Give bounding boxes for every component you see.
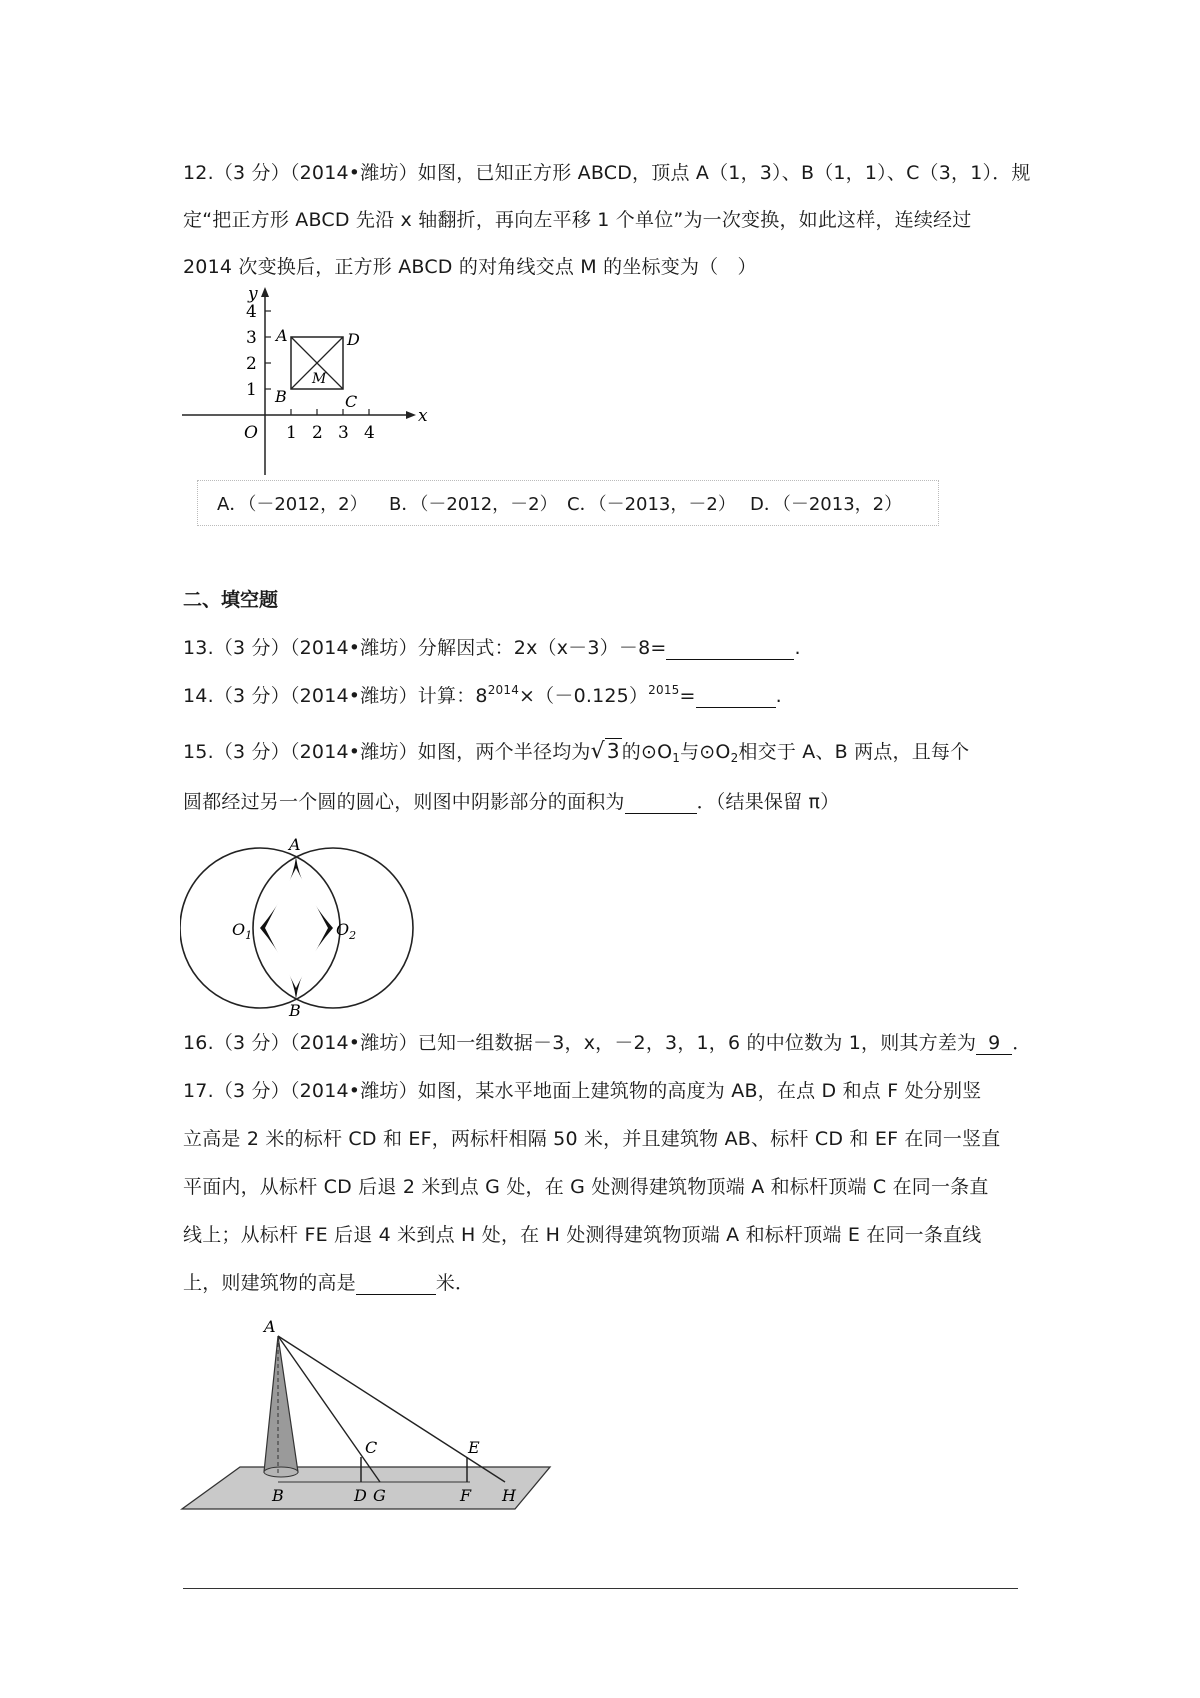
q15-pre: 15.（3 分）（2014•潍坊）如图，两个半径均为 bbox=[183, 741, 591, 763]
q14-exp-2: 2015 bbox=[648, 683, 680, 697]
q17-line-2: 立高是 2 米的标杆 CD 和 EF，两标杆相隔 50 米，并且建筑物 AB、标杆 CD 和 EF 在同一竖直 bbox=[183, 1128, 1001, 1150]
q15-line-1 bbox=[183, 737, 969, 764]
y-tick-1: 1 bbox=[246, 380, 257, 400]
option-b[interactable]: B．（－2012，－2） bbox=[389, 494, 558, 515]
q12-coordinate-figure bbox=[180, 285, 430, 480]
point-c-label: C bbox=[345, 392, 358, 411]
q15-radicand: 3 bbox=[606, 739, 620, 763]
q14-pre: 14.（3 分）（2014•潍坊）计算：8 bbox=[183, 685, 488, 707]
q15-answer-blank[interactable] bbox=[625, 791, 697, 814]
x-tick-3: 3 bbox=[338, 423, 349, 443]
q16-answer[interactable]: 9 bbox=[976, 1032, 1012, 1055]
label-a: A bbox=[289, 835, 301, 854]
q12-options bbox=[217, 490, 902, 516]
q16-line bbox=[183, 1028, 1031, 1055]
option-c[interactable]: C．（－2013，－2） bbox=[567, 494, 736, 515]
q15-mid-2: 与⊙O bbox=[680, 741, 731, 763]
q13-answer-blank[interactable] bbox=[666, 637, 794, 660]
point-b-label: B bbox=[275, 387, 287, 406]
q12-line-2: 定“把正方形 ABCD 先沿 x 轴翻折，再向左平移 1 个单位”为一次变换，如此这样，连续经过 bbox=[183, 209, 972, 231]
label-a: A bbox=[264, 1317, 276, 1336]
q12-line-1: 12.（3 分）（2014•潍坊）如图，已知正方形 ABCD，顶点 A（1，3）、B（1，1）、C（3，1）．规 bbox=[183, 162, 1031, 184]
option-d[interactable]: D．（－2013，2） bbox=[750, 494, 903, 515]
q15-line2-pre: 圆都经过另一个圆的圆心，则图中阴影部分的面积为 bbox=[183, 791, 625, 813]
q15-sub-2: 2 bbox=[730, 751, 739, 765]
q15-line2-post: ．（结果保留 π） bbox=[696, 791, 840, 813]
label-o1-sub: 1 bbox=[245, 929, 253, 942]
q14-end: . bbox=[775, 685, 782, 707]
q16-text: 16.（3 分）（2014•潍坊）已知一组数据－3，x，－2，3，1，6 的中位数为 1，则其方差为 bbox=[183, 1032, 977, 1054]
y-tick-4: 4 bbox=[246, 302, 257, 322]
q17-building-figure bbox=[180, 1312, 560, 1517]
point-a-label: A bbox=[276, 326, 288, 345]
q14-line bbox=[183, 681, 782, 708]
q17-line5-pre: 上，则建筑物的高是 bbox=[183, 1272, 356, 1294]
q14-mid: ×（－0.125） bbox=[519, 685, 649, 707]
q15-sub-1: 1 bbox=[672, 751, 681, 765]
q13-end: . bbox=[794, 637, 801, 659]
label-o2-main: O bbox=[336, 920, 350, 939]
label-h: H bbox=[502, 1486, 516, 1505]
q17-line-4: 线上；从标杆 FE 后退 4 米到点 H 处，在 H 处测得建筑物顶端 A 和标杆顶端 E 在同一条直线 bbox=[183, 1224, 982, 1246]
option-a[interactable]: A．（－2012，2） bbox=[217, 494, 368, 515]
y-tick-2: 2 bbox=[246, 354, 257, 374]
label-o1-main: O bbox=[232, 920, 246, 939]
q17-line-1: 17.（3 分）（2014•潍坊）如图，某水平地面上建筑物的高度为 AB，在点 D 和点 F 处分别竖 bbox=[183, 1080, 982, 1102]
q13-text: 13.（3 分）（2014•潍坊）分解因式：2x（x－3）－8= bbox=[183, 637, 667, 659]
q17-line5-post: 米． bbox=[435, 1272, 475, 1294]
label-o2 bbox=[336, 920, 356, 942]
label-f: F bbox=[460, 1486, 472, 1505]
sqrt-symbol: √ 3 bbox=[590, 739, 620, 764]
point-m-label: M bbox=[312, 371, 327, 387]
y-tick-3: 3 bbox=[246, 328, 257, 348]
label-b: B bbox=[289, 1001, 301, 1018]
y-axis-label: y bbox=[248, 285, 258, 304]
x-tick-1: 1 bbox=[286, 423, 297, 443]
q15-line-2 bbox=[183, 787, 839, 814]
label-c: C bbox=[365, 1438, 378, 1457]
label-b: B bbox=[272, 1486, 284, 1505]
x-axis-label: x bbox=[418, 406, 428, 426]
section-title-fill-in: 二、填空题 bbox=[183, 589, 279, 611]
origin-label: O bbox=[244, 423, 258, 443]
q15-post: 相交于 A、B 两点，且每个 bbox=[738, 741, 970, 763]
q17-line-3: 平面内，从标杆 CD 后退 2 米到点 G 处，在 G 处测得建筑物顶端 A 和标杆顶端 C 在同一条直 bbox=[183, 1176, 989, 1198]
q14-exp-1: 2014 bbox=[487, 683, 520, 697]
q17-line-5 bbox=[183, 1268, 474, 1295]
q12-line-3: 2014 次变换后，正方形 ABCD 的对角线交点 M 的坐标变为（ ） bbox=[183, 256, 757, 278]
label-d: D bbox=[354, 1486, 367, 1505]
label-g: G bbox=[373, 1486, 386, 1505]
x-tick-4: 4 bbox=[364, 423, 375, 443]
label-o1 bbox=[232, 920, 252, 942]
q14-eq: = bbox=[679, 685, 696, 707]
q15-circles-figure bbox=[180, 828, 420, 1018]
x-tick-2: 2 bbox=[312, 423, 323, 443]
q14-answer-blank[interactable] bbox=[696, 685, 776, 708]
point-d-label: D bbox=[347, 330, 360, 349]
label-o2-sub: 2 bbox=[349, 929, 357, 942]
page-footer-rule bbox=[183, 1588, 1018, 1589]
q15-mid-1: 的⊙O bbox=[621, 741, 673, 763]
label-e: E bbox=[468, 1438, 480, 1457]
q17-answer-blank[interactable] bbox=[356, 1272, 436, 1295]
q16-end: ． bbox=[1012, 1032, 1032, 1054]
q13-line bbox=[183, 633, 801, 660]
